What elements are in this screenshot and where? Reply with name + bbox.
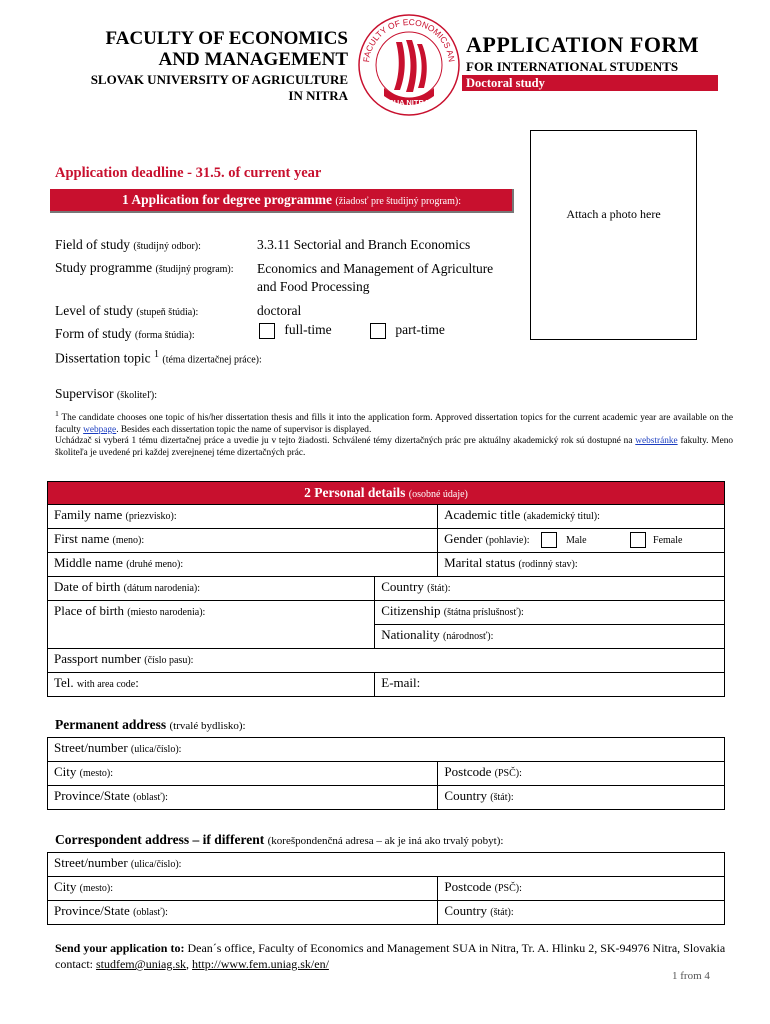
permanent-city-label: City <box>54 764 77 779</box>
footnote-webstranke-link[interactable]: webstránke <box>635 436 678 447</box>
table-row <box>48 601 725 625</box>
form-subtitle: FOR INTERNATIONAL STUDENTS <box>466 59 679 74</box>
send-address: Dean´s office, Faculty of Economics and Management SUA in Nitra, Tr. A. Hlinku 2, SK-94976 Nitra, Slovakia <box>187 941 726 955</box>
parttime-option[interactable] <box>370 322 445 339</box>
passport-label-sk: (číslo pasu): <box>144 655 194 666</box>
marital-status-label: Marital status <box>444 555 516 570</box>
email-label: E-mail: <box>381 675 421 690</box>
footnote-sk-part1: Uchádzač si vyberá 1 tému dizertačnej práce a uvedie ju v tejto žiadosti. Schválené témy dizertačných prác pre aktuálny akademický rok sú dostupné na <box>55 436 633 447</box>
permanent-street-field[interactable] <box>48 738 725 762</box>
form-of-study-label <box>55 326 195 342</box>
parttime-label: part-time <box>395 322 445 337</box>
level-label: Level of study <box>55 303 133 318</box>
faculty-logo <box>356 12 462 118</box>
telephone-field[interactable]: Tel. with area code: <box>48 673 375 697</box>
study-programme-value <box>257 260 493 296</box>
passport-number-field[interactable] <box>48 649 725 673</box>
svg-text:FACULTY OF ECONOMICS AND MANAG <box>356 12 457 63</box>
section-2-title: 2 Personal details <box>304 485 406 500</box>
permanent-country-label-sk: (štát): <box>490 792 514 803</box>
table-row <box>48 877 725 901</box>
university-line-2: IN NITRA <box>288 88 348 103</box>
form-label-sk: (forma štúdia): <box>134 330 195 341</box>
footnote-sk-part2: fakulty. Meno školiteľa je uvedené pri každej zverejnenej téme dizertačných prác. <box>55 436 733 458</box>
study-type-banner <box>462 75 718 91</box>
permanent-street-label: Street/number <box>54 740 128 755</box>
contact-email-link[interactable]: studfem@uniag.sk <box>95 957 187 971</box>
parttime-checkbox[interactable] <box>370 323 386 339</box>
pob-label: Place of birth <box>54 603 125 618</box>
nationality-field[interactable] <box>375 625 725 649</box>
table-row <box>48 762 725 786</box>
correspondent-province-label-sk: (oblasť): <box>133 907 168 918</box>
citizenship-label-sk: (štátna príslušnosť): <box>443 607 524 618</box>
first-name-label-sk: (meno): <box>112 535 145 546</box>
table-row <box>48 577 725 601</box>
level-of-study-label <box>55 303 198 319</box>
correspondent-city-label: City <box>54 879 77 894</box>
contact-label: contact: <box>55 957 93 971</box>
permanent-country-label: Country <box>444 788 488 803</box>
footnote <box>55 408 733 459</box>
logo-bottom-text: SUA NITRA <box>388 98 430 107</box>
family-name-label: Family name <box>54 507 123 522</box>
permanent-province-field[interactable] <box>48 786 438 810</box>
permanent-city-label-sk: (mesto): <box>79 768 113 779</box>
pob-label-sk: (miesto narodenia): <box>127 607 206 618</box>
programme-label: Study programme <box>55 260 153 275</box>
permanent-postcode-label-sk: (PSČ): <box>494 768 522 779</box>
topic-label: Dissertation topic <box>55 350 151 366</box>
section-1-title-sk: (žiadosť pre študijný program): <box>335 196 461 207</box>
correspondent-street-label-sk: (ulica/číslo): <box>130 859 182 870</box>
table-row <box>48 673 725 697</box>
nationality-label: Nationality <box>381 627 440 642</box>
male-label: Male <box>565 535 587 546</box>
page-number: 1 from 4 <box>672 970 710 982</box>
gender-label: Gender <box>444 531 483 546</box>
supervisor-text: Supervisor <box>55 386 114 401</box>
university-line-1: SLOVAK UNIVERSITY OF AGRICULTURE <box>90 72 348 87</box>
photo-label: Attach a photo here <box>566 207 661 221</box>
university-name <box>40 72 348 104</box>
permanent-country-field[interactable] <box>438 786 725 810</box>
permanent-city-field[interactable] <box>48 762 438 786</box>
tel-label-sk: with area code <box>76 679 136 690</box>
academic-title-label-sk: (akademický titul): <box>523 511 600 522</box>
female-checkbox[interactable] <box>630 532 646 548</box>
permanent-province-label: Province/State <box>54 788 130 803</box>
permanent-postcode-label: Postcode <box>444 764 492 779</box>
correspondent-address-heading <box>55 832 503 848</box>
fulltime-checkbox[interactable] <box>259 323 275 339</box>
correspondent-street-label: Street/number <box>54 855 128 870</box>
study-type: Doctoral study <box>466 76 545 90</box>
form-label: Form of study <box>55 326 132 341</box>
middle-name-label-sk: (druhé meno): <box>126 559 184 570</box>
logo-ring-text: FACULTY OF ECONOMICS AN <box>361 16 457 63</box>
date-of-birth-field[interactable] <box>48 577 375 601</box>
correspondent-postcode-label: Postcode <box>444 879 492 894</box>
permanent-heading: Permanent address <box>55 717 167 732</box>
correspondent-heading: Correspondent address – if different <box>55 832 265 847</box>
footnote-webpage-link[interactable]: webpage <box>83 424 117 435</box>
footnote-sup: 1 <box>55 409 59 418</box>
country-field[interactable] <box>375 577 725 601</box>
dob-label: Date of birth <box>54 579 121 594</box>
citizenship-label: Citizenship <box>381 603 441 618</box>
table-row <box>48 553 725 577</box>
correspondent-province-field[interactable] <box>48 901 438 925</box>
section-2-title-sk: (osobné údaje) <box>408 489 468 500</box>
supervisor-label <box>55 386 157 402</box>
dissertation-topic-label <box>55 349 262 367</box>
male-checkbox[interactable] <box>541 532 557 548</box>
family-name-field[interactable] <box>48 505 438 529</box>
nationality-label-sk: (národnosť): <box>443 631 494 642</box>
female-label: Female <box>653 535 683 546</box>
tel-label: Tel. <box>54 675 74 690</box>
level-of-study-value: doctoral <box>257 303 302 318</box>
footnote-en <box>55 408 733 436</box>
table-row <box>48 529 725 553</box>
marital-status-label-sk: (rodinný stav): <box>518 559 578 570</box>
permanent-street-label-sk: (ulica/číslo): <box>130 744 182 755</box>
section-2-header <box>47 481 725 505</box>
country-label: Country <box>381 579 424 594</box>
permanent-heading-sk: (trvalé bydlisko): <box>169 720 246 732</box>
section-1-title: 1 Application for degree programme <box>122 192 332 207</box>
form-title: APPLICATION FORM <box>466 32 700 57</box>
academic-title-field[interactable] <box>438 505 725 529</box>
dob-label-sk: (dátum narodenia): <box>123 583 201 594</box>
permanent-postcode-field[interactable] <box>438 762 725 786</box>
email-field[interactable] <box>375 673 725 697</box>
permanent-address-heading <box>55 717 246 733</box>
section-1-header <box>50 189 514 213</box>
field-of-study-label <box>55 237 201 253</box>
study-programme-label <box>55 260 234 276</box>
gender-label-sk: (pohlavie): <box>485 535 530 546</box>
topic-label-sk: (téma dizertačnej práce): <box>162 354 262 366</box>
photo-box[interactable] <box>530 130 697 340</box>
place-of-birth-field[interactable] <box>48 601 375 649</box>
supervisor-text-sk: (školiteľ): <box>116 390 158 401</box>
faculty-line-1: FACULTY OF ECONOMICS <box>105 28 348 49</box>
send-label: Send your application to: <box>55 941 185 955</box>
correspondent-country-label: Country <box>444 903 488 918</box>
contact-url-link[interactable]: http://www.fem.uniag.sk/en/ <box>192 957 329 971</box>
table-row <box>48 786 725 810</box>
send-contact-line <box>55 956 745 972</box>
permanent-address-table <box>47 737 725 810</box>
correspondent-city-field[interactable] <box>48 877 438 901</box>
programme-value-line-1: Economics and Management of Agriculture <box>257 261 494 276</box>
passport-label: Passport number <box>54 651 142 666</box>
first-name-field[interactable] <box>48 529 438 553</box>
family-name-label-sk: (priezvisko): <box>125 511 177 522</box>
correspondent-postcode-field[interactable] <box>438 877 725 901</box>
programme-label-sk: (študijný program): <box>155 264 234 275</box>
programme-value-line-2: and Food Processing <box>257 279 370 294</box>
table-row <box>48 853 725 877</box>
field-label: Field of study <box>55 237 131 252</box>
footnote-en-part2: . Besides each dissertation topic the name of supervisor is displayed. <box>116 424 372 435</box>
fulltime-option[interactable] <box>259 322 332 339</box>
field-of-study-value: 3.3.11 Sectorial and Branch Economics <box>257 237 471 252</box>
permanent-province-label-sk: (oblasť): <box>133 792 168 803</box>
middle-name-label: Middle name <box>54 555 123 570</box>
correspondent-country-field[interactable] <box>438 901 725 925</box>
first-name-label: First name <box>54 531 110 546</box>
footnote-sk <box>55 436 733 459</box>
academic-title-label: Academic title <box>444 507 521 522</box>
contact-separator: , <box>186 957 190 971</box>
country-label-sk: (štát): <box>427 583 451 594</box>
field-label-sk: (študijný odbor): <box>133 241 201 252</box>
correspondent-heading-sk: (korešpondenčná adresa – ak je iná ako trvalý pobyt): <box>267 835 504 847</box>
faculty-line-2: AND MANAGEMENT <box>158 49 348 70</box>
fulltime-label: full-time <box>284 322 332 337</box>
citizenship-field[interactable] <box>375 601 725 625</box>
send-application-info <box>55 940 745 972</box>
table-row <box>48 505 725 529</box>
personal-details-table <box>47 504 725 697</box>
correspondent-street-field[interactable] <box>48 853 725 877</box>
level-label-sk: (stupeň štúdia): <box>136 307 199 318</box>
faculty-name <box>40 28 348 70</box>
correspondent-postcode-label-sk: (PSČ): <box>494 883 522 894</box>
gender-field <box>438 529 725 553</box>
topic-footnote-ref: 1 <box>153 349 159 360</box>
table-row <box>48 738 725 762</box>
marital-status-field[interactable] <box>438 553 725 577</box>
correspondent-address-table <box>47 852 725 925</box>
table-row <box>48 901 725 925</box>
send-address-line <box>55 940 745 956</box>
table-row <box>48 649 725 673</box>
correspondent-city-label-sk: (mesto): <box>79 883 113 894</box>
correspondent-province-label: Province/State <box>54 903 130 918</box>
footnote-en-part1: The candidate chooses one topic of his/her dissertation thesis and fills it into the application form. Approved dissertation topics for the current academic year are available on the faculty <box>55 413 733 435</box>
application-deadline: Application deadline - 31.5. of current year <box>55 165 322 181</box>
correspondent-country-label-sk: (štát): <box>490 907 514 918</box>
middle-name-field[interactable] <box>48 553 438 577</box>
